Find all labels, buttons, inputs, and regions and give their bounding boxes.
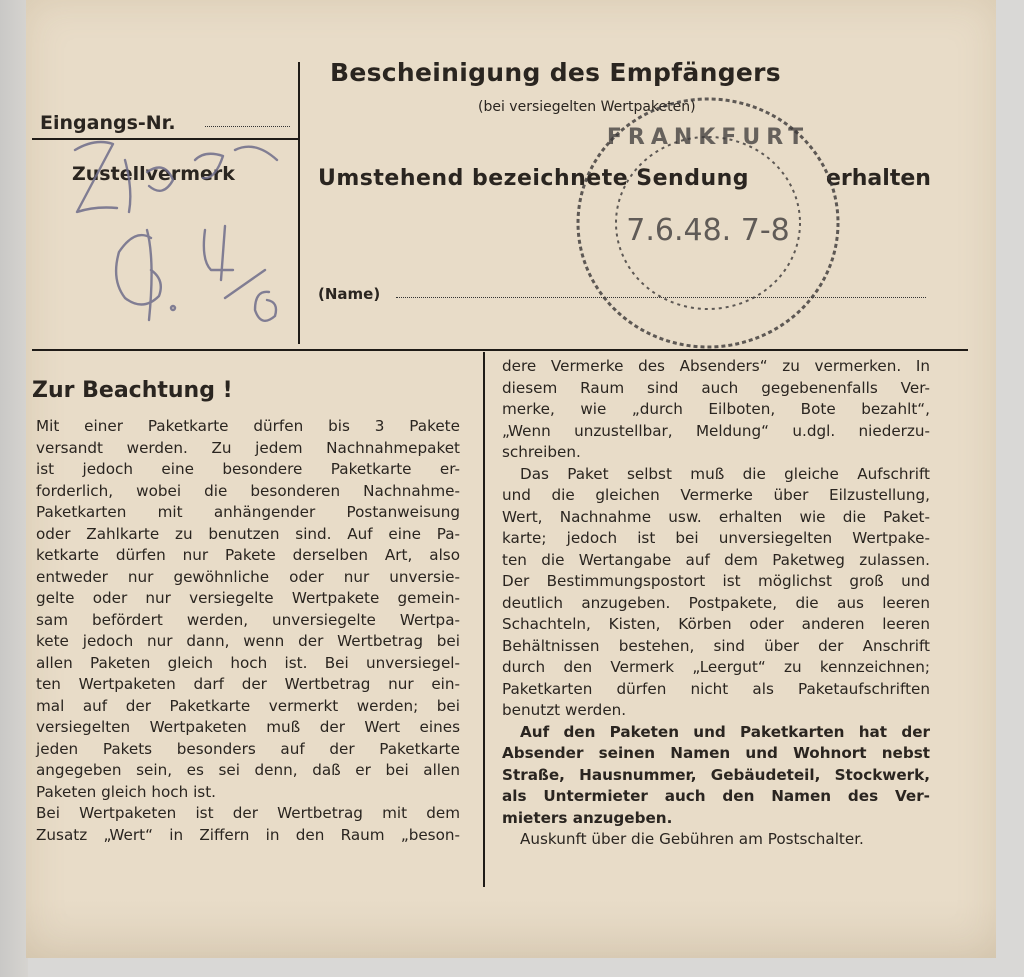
notice-line: entweder nur gewöhnliche oder nur unversie-: [36, 567, 460, 586]
notice-line: benutzt werden.: [502, 701, 627, 719]
notice-line: merke, wie „durch Eilboten, Bote bezahlt“,: [502, 400, 930, 418]
notice-line: Mit einer Paketkarte dürfen bis 3 Pakete: [36, 417, 460, 435]
notice-line: Paketkarten dürfen nicht als Paketaufschriften: [502, 679, 930, 698]
notice-line: Straße, Hausnummer, Gebäudeteil, Stockwerk,: [502, 765, 930, 784]
notice-line: mieters anzugeben.: [502, 808, 673, 827]
notice-line: Auskunft über die Gebühren am Postschalter.: [520, 830, 864, 848]
notice-line: gelte oder nur versiegelte Wertpakete gemein-: [36, 589, 460, 607]
notice-line: dere Vermerke des Absenders“ zu vermerken. In: [502, 357, 930, 375]
postmark-date: 7.6.48. 7-8: [626, 213, 790, 248]
notice-line: ten Wertpaketen darf der Wertbetrag nur ein-: [36, 675, 460, 693]
notice-line: Bei Wertpaketen ist der Wertbetrag mit dem: [36, 804, 460, 822]
notice-heading: Zur Beachtung !: [32, 378, 233, 403]
notice-right-column: [502, 356, 930, 851]
name-label: (Name): [318, 285, 381, 303]
notice-line: oder Zahlkarte zu benutzen sind. Auf eine Pa-: [36, 524, 460, 543]
notice-line: deutlich anzugeben. Postpakete, die aus leeren: [502, 593, 930, 612]
notice-line: jeden Pakets besonders auf der Paketkarte: [36, 739, 460, 758]
notice-line: Zusatz „Wert“ in Ziffern in den Raum „beson-: [36, 825, 460, 844]
notice-line: durch den Vermerk „Leergut“ zu kennzeichnen;: [502, 658, 930, 676]
postmark-place: FRANKFURT: [606, 125, 810, 150]
notice-line: forderlich, wobei die besonderen Nachnahme-: [36, 481, 460, 500]
notice-left-column: [36, 416, 460, 846]
notice-line: karte; jedoch ist bei unversiegelten Wertpake-: [502, 529, 930, 547]
notice-line: schreiben.: [502, 443, 581, 461]
notice-line: ketkarte dürfen nur Pakete derselben Art, also: [36, 546, 460, 564]
page-subtitle: (bei versiegelten Wertpaketen): [478, 99, 696, 115]
notice-line: versiegelten Wertpaketen muß der Wert eines: [36, 718, 460, 736]
notice-line: mal auf der Paketkarte vermerkt werden; bei: [36, 696, 460, 715]
notice-line: sam befördert werden, unversiegelte Wertpa-: [36, 610, 460, 629]
notice-line: angegeben sein, es sei denn, daß er bei allen: [36, 761, 460, 779]
notice-line: Schachteln, Kisten, Körben oder anderen leeren: [502, 615, 930, 633]
notice-line: Wert, Nachnahme usw. erhalten wie die Paket-: [502, 507, 930, 526]
notice-line: diesem Raum sind auch gegebenenfalls Ver-: [502, 378, 930, 397]
umstehend-text: Umstehend bezeichnete Sendung: [318, 166, 750, 191]
column-divider: [483, 352, 485, 887]
notice-line: Absender seinen Namen und Wohnort nebst: [502, 744, 930, 762]
notice-line: ten die Wertangabe auf dem Paketweg zulassen.: [502, 550, 930, 569]
scan-edge: [0, 0, 28, 977]
notice-line: als Untermieter auch den Namen des Ver-: [502, 787, 930, 805]
notice-line: allen Paketen gleich hoch ist. Bei unversiegel-: [36, 653, 460, 672]
notice-line: Paketkarten mit anhängender Postanweisung: [36, 503, 460, 521]
notice-line: „Wenn unzustellbar, Meldung“ u.dgl. niederzu-: [502, 421, 930, 440]
notice-line: Behältnissen bestehen, sind über der Anschrift: [502, 636, 930, 655]
notice-line: versandt werden. Zu jedem Nachnahmepaket: [36, 438, 460, 457]
postmark-stamp: [572, 92, 844, 354]
handwritten-note: [55, 120, 295, 350]
page-title: Bescheinigung des Empfängers: [330, 58, 781, 87]
notice-line: Der Bestimmungspostort ist möglichst groß und: [502, 572, 930, 590]
notice-line: ist jedoch eine besondere Paketkarte er-: [36, 460, 460, 478]
erhalten-text: erhalten: [826, 166, 931, 191]
notice-line: Das Paket selbst muß die gleiche Aufschrift: [520, 464, 930, 483]
notice-line: Paketen gleich hoch ist.: [36, 782, 216, 801]
eingangs-label: Eingangs-Nr.: [40, 112, 176, 134]
notice-line: kete jedoch nur dann, wenn der Wertbetrag bei: [36, 632, 460, 650]
notice-line: Auf den Paketen und Paketkarten hat der: [520, 722, 930, 741]
zustell-label: Zustellvermerk: [72, 163, 235, 185]
notice-line: und die gleichen Vermerke über Eilzustellung,: [502, 486, 930, 504]
header-divider: [298, 62, 300, 344]
